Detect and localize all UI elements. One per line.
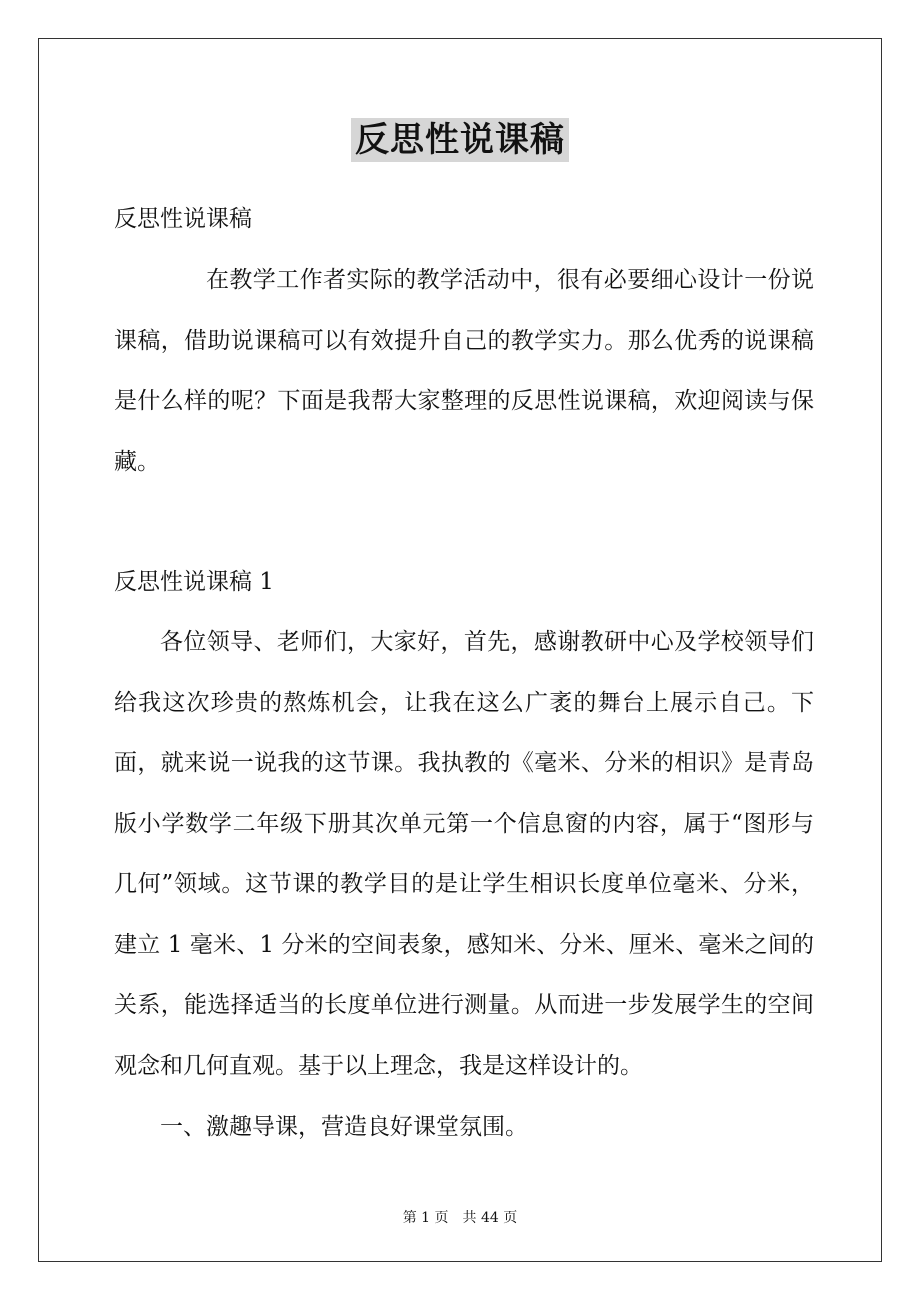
document-title-text: 反思性说课稿: [351, 118, 569, 162]
page-footer: 第 1 页 共 44 页: [402, 1210, 518, 1226]
point-heading: 一、激趣导课，营造良好课堂氛围。: [160, 1114, 528, 1140]
document-title: [0, 112, 920, 161]
section-title: 反思性说课稿 1: [114, 569, 274, 595]
intro-paragraph: 在教学工作者实际的教学活动中，很有必要细心设计一份说课稿，借助说课稿可以有效提升自己的教学实力。那么优秀的说课稿是什么样的呢？下面是我帮大家整理的反思性说课稿，欢迎阅读与保藏。: [114, 267, 814, 475]
section-body: 各位领导、老师们，大家好，首先，感谢教研中心及学校领导们给我这次珍贵的熬炼机会，让我在这么广袤的舞台上展示自己。下面，就来说一说我的这节课。我执教的《毫米、分米的相识》是青岛版小学数学二年级下册其次单元第一个信息窗的内容，属于“图形与几何”领域。这节课的教学目的是让学生相识长度单位毫米、分米，建立 1 毫米、1 分米的空间表象，感知米、分米、厘米、毫米之间的关系，能选择适当的长度单位进行测量。从而进一步发展学生的空间观念和几何直观。基于以上理念，我是这样设计的。: [114, 629, 814, 1079]
document-heading: 反思性说课稿: [114, 206, 252, 232]
